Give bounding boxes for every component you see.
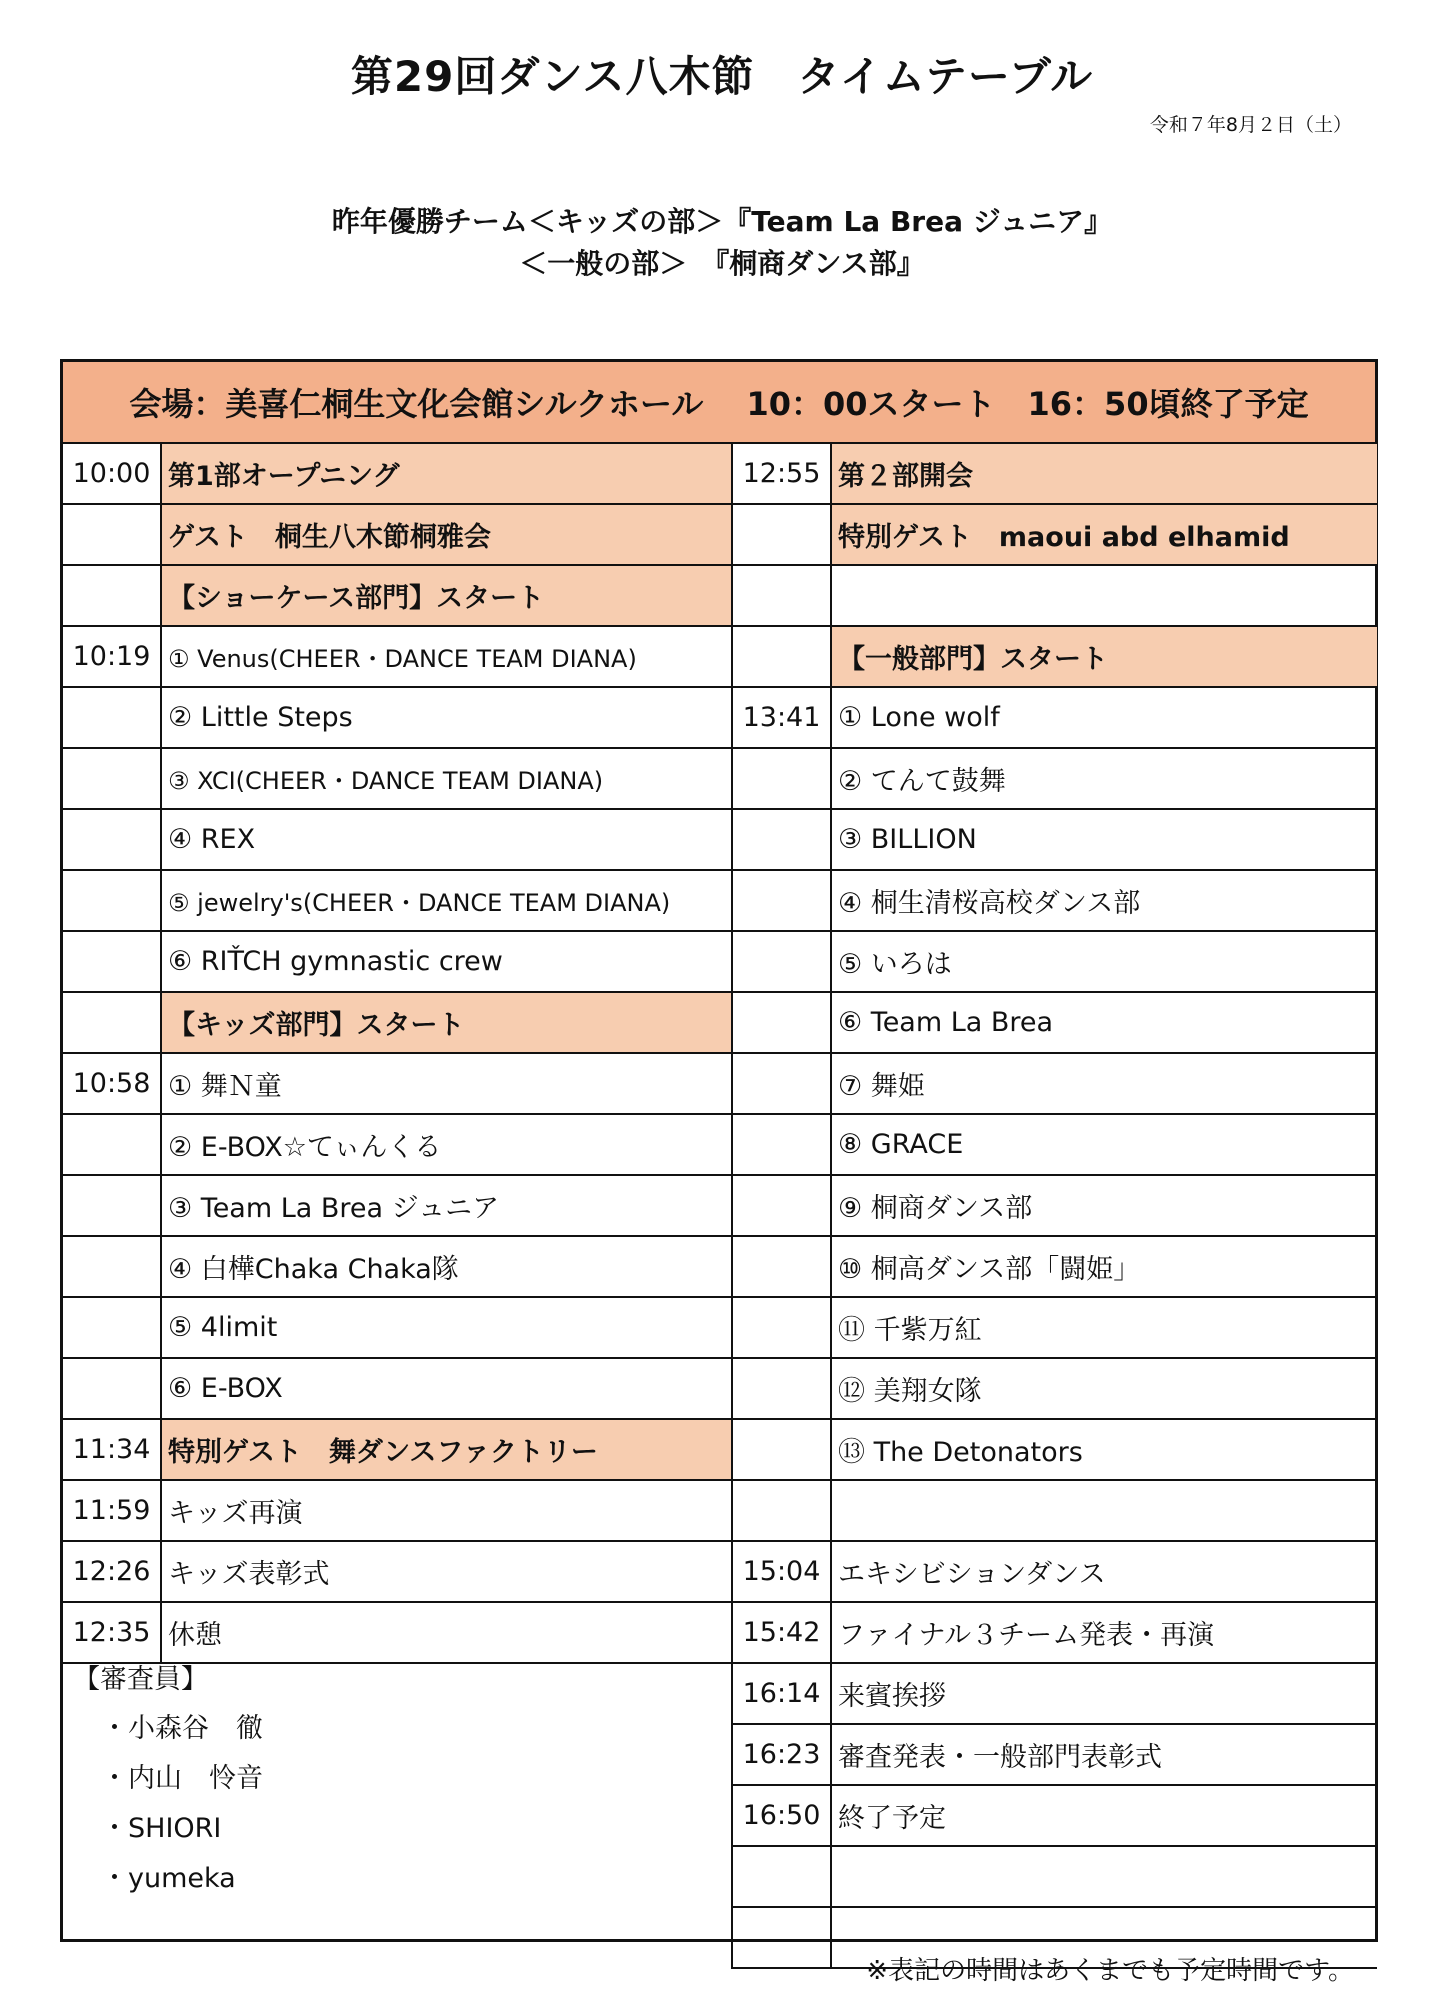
time-cell [733, 566, 832, 625]
event-date: 令和７年8月２日（土） [1149, 114, 1352, 136]
table-row [733, 749, 1377, 810]
time-cell [63, 932, 162, 991]
judges-box [63, 1649, 731, 1939]
time-cell [63, 1176, 162, 1235]
time-cell [733, 993, 832, 1052]
time-cell [733, 810, 832, 869]
program-cell: 休憩 [168, 1620, 222, 1651]
program-cell: ゲスト 桐生八木節桐雅会 [162, 505, 731, 564]
right-column [731, 444, 1377, 1969]
judge-member: ・小森谷 徹 [101, 1713, 263, 1744]
table-row [63, 627, 731, 688]
table-row [733, 444, 1377, 505]
table-row [63, 1542, 731, 1603]
time-cell [63, 505, 162, 564]
champions-line-1: 昨年優勝チーム＜キッズの部＞『Team La Brea ジュニア』 [331, 205, 1113, 238]
time-cell [63, 810, 162, 869]
table-row [733, 1420, 1377, 1481]
table-row [733, 1054, 1377, 1115]
time-cell [733, 1359, 832, 1418]
time-cell [733, 1481, 832, 1540]
time-cell: 10:00 [63, 444, 162, 503]
table-row [733, 1603, 1377, 1664]
program-cell: 第1部オープニング [162, 444, 731, 503]
table-row [63, 1298, 731, 1359]
table-row [63, 566, 731, 627]
program-cell: 【一般部門】スタート [832, 627, 1377, 686]
program-cell: ② Little Steps [168, 702, 353, 733]
table-row [733, 1237, 1377, 1298]
table-row [733, 1176, 1377, 1237]
time-cell: 15:42 [733, 1603, 832, 1662]
table-row [63, 1054, 731, 1115]
time-cell [733, 932, 832, 991]
time-cell: 16:14 [733, 1664, 832, 1723]
time-cell: 16:23 [733, 1725, 832, 1784]
time-cell [733, 1908, 832, 1967]
table-row [733, 688, 1377, 749]
table-row [733, 993, 1377, 1054]
judge-member: ・yumeka [101, 1863, 236, 1894]
program-cell: ② てんて鼓舞 [838, 766, 1006, 797]
time-cell: 10:58 [63, 1054, 162, 1113]
time-cell: 11:34 [63, 1420, 162, 1479]
table-row [733, 1847, 1377, 1908]
program-cell: ⑦ 舞姫 [838, 1071, 925, 1102]
table-row [63, 688, 731, 749]
program-cell: ① 舞Ｎ童 [168, 1071, 282, 1102]
program-cell: ③ BILLION [838, 824, 977, 855]
program-cell: ⑬ The Detonators [838, 1437, 1083, 1468]
program-cell: 特別ゲスト maoui abd elhamid [832, 505, 1377, 564]
program-cell: 【ショーケース部門】スタート [162, 566, 731, 625]
table-row [63, 1115, 731, 1176]
judge-member: ・SHIORI [101, 1813, 222, 1844]
champions-line-2: ＜一般の部＞ 『桐商ダンス部』 [519, 247, 925, 280]
venue-header: 会場：美喜仁桐生文化会館シルクホール 10：00スタート 16：50頃終了予定 [63, 362, 1375, 444]
time-cell: 16:50 [733, 1786, 832, 1845]
program-cell: ⑨ 桐商ダンス部 [838, 1193, 1033, 1224]
table-row [733, 810, 1377, 871]
time-cell [63, 749, 162, 808]
program-cell: 特別ゲスト 舞ダンスファクトリー [162, 1420, 731, 1479]
program-cell [832, 1481, 1377, 1540]
time-cell [63, 1298, 162, 1357]
table-row [63, 1481, 731, 1542]
program-cell [832, 566, 1377, 625]
program-cell: ① Venus(CHEER・DANCE TEAM DIANA) [168, 645, 637, 673]
program-cell: 終了予定 [838, 1803, 946, 1834]
program-cell: ⑤ いろは [838, 949, 952, 980]
time-cell: 11:59 [63, 1481, 162, 1540]
table-row [63, 871, 731, 932]
table-row [733, 1359, 1377, 1420]
table-row [63, 749, 731, 810]
table-row [63, 810, 731, 871]
program-cell [832, 1847, 1377, 1906]
time-cell: 12:35 [63, 1603, 162, 1662]
table-row [733, 871, 1377, 932]
program-cell: ③ XCI(CHEER・DANCE TEAM DIANA) [168, 767, 604, 795]
time-cell [733, 1115, 832, 1174]
time-cell [63, 688, 162, 747]
table-row [733, 566, 1377, 627]
time-cell [733, 1054, 832, 1113]
time-cell: 12:55 [733, 444, 832, 503]
table-row [733, 1786, 1377, 1847]
judge-member: ・内山 怜音 [101, 1763, 263, 1794]
table-row [63, 1176, 731, 1237]
program-cell: ファイナル３チーム発表・再演 [838, 1620, 1215, 1651]
table-row [733, 627, 1377, 688]
time-cell [63, 1359, 162, 1418]
table-row [733, 1542, 1377, 1603]
judges-title: 【審査員】 [73, 1664, 208, 1695]
table-row [63, 444, 731, 505]
program-cell: ⑥ RIŤCH gymnastic crew [168, 946, 503, 977]
time-cell: 12:26 [63, 1542, 162, 1601]
program-cell: ④ REX [168, 824, 256, 855]
program-cell: エキシビションダンス [838, 1559, 1106, 1590]
time-cell [733, 1847, 832, 1906]
program-cell: ⑧ GRACE [838, 1129, 964, 1160]
program-cell: ③ Team La Brea ジュニア [168, 1193, 500, 1224]
program-cell: ④ 白樺Chaka Chaka隊 [168, 1254, 459, 1285]
time-cell: 13:41 [733, 688, 832, 747]
time-cell [733, 505, 832, 564]
program-cell: ④ 桐生清桜高校ダンス部 [838, 888, 1141, 919]
page-title: 第29回ダンス八木節 タイムテーブル [350, 52, 1094, 101]
program-cell: ⑫ 美翔女隊 [838, 1376, 982, 1407]
time-cell [733, 749, 832, 808]
table-row [733, 1115, 1377, 1176]
program-cell: 第２部開会 [832, 444, 1377, 503]
program-cell: ① Lone wolf [838, 702, 1000, 733]
time-cell [63, 871, 162, 930]
footnote: ※表記の時間はあくまでも予定時間です。 [866, 1956, 1354, 1986]
table-row [63, 505, 731, 566]
time-cell [63, 1237, 162, 1296]
time-cell [733, 871, 832, 930]
time-cell [63, 993, 162, 1052]
time-cell [733, 627, 832, 686]
table-row [733, 1481, 1377, 1542]
time-cell [63, 566, 162, 625]
table-row [63, 993, 731, 1054]
table-row [733, 1725, 1377, 1786]
program-cell: ⑤ 4limit [168, 1312, 278, 1343]
program-cell: キッズ表彰式 [168, 1559, 330, 1590]
table-row [63, 1359, 731, 1420]
time-cell [733, 1237, 832, 1296]
program-cell: ⑤ jewelry's(CHEER・DANCE TEAM DIANA) [168, 889, 671, 917]
table-row [733, 505, 1377, 566]
program-cell: 審査発表・一般部門表彰式 [838, 1742, 1162, 1773]
left-column [63, 444, 731, 1664]
time-cell [63, 1115, 162, 1174]
table-row [63, 1237, 731, 1298]
program-cell: ② E-BOX☆てぃんくる [168, 1132, 442, 1163]
time-cell: 10:19 [63, 627, 162, 686]
table-row [733, 1298, 1377, 1359]
program-cell: 【キッズ部門】スタート [162, 993, 731, 1052]
program-cell: ⑪ 千紫万紅 [838, 1315, 982, 1346]
table-row [733, 1664, 1377, 1725]
time-cell [733, 1420, 832, 1479]
time-cell: 15:04 [733, 1542, 832, 1601]
timetable [60, 359, 1378, 1942]
time-cell [733, 1298, 832, 1357]
program-cell: ⑩ 桐高ダンス部「闘姫」 [838, 1254, 1141, 1285]
program-cell: 来賓挨拶 [838, 1681, 946, 1712]
table-row [63, 932, 731, 993]
program-cell: ⑥ E-BOX [168, 1373, 283, 1404]
time-cell [733, 1176, 832, 1235]
table-row [733, 932, 1377, 993]
program-cell: ⑥ Team La Brea [838, 1007, 1054, 1038]
table-row [63, 1420, 731, 1481]
program-cell: キッズ再演 [168, 1498, 303, 1529]
